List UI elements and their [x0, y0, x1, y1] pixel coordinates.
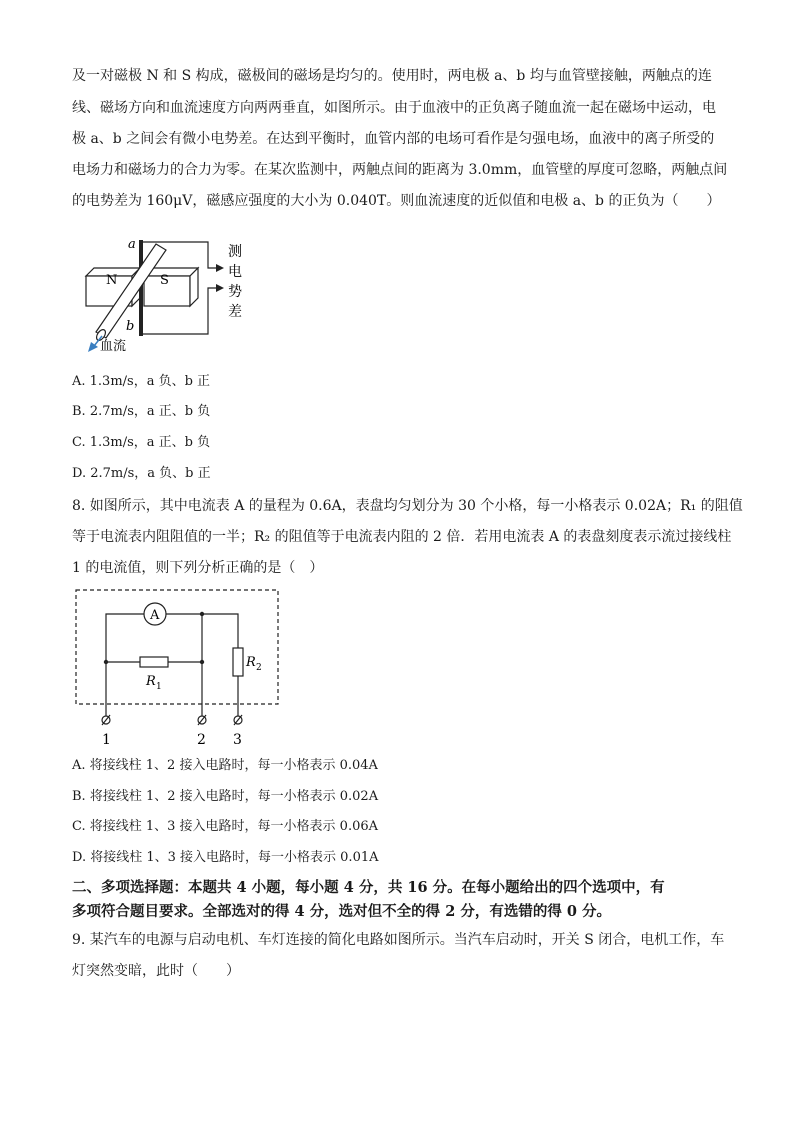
label-measure-2: 电 [228, 264, 242, 280]
label-b: b [126, 319, 135, 334]
q7-text-line-3: 极 a、b 之间会有微小电势差。在达到平衡时，血管内部的电场可看作是匀强电场，血液中的离子所受的 [72, 131, 715, 147]
label-s: S [160, 273, 169, 288]
q7-option-b: B. 2.7m/s，a 正、b 负 [72, 404, 211, 419]
q7-text-line-1: 及一对磁极 N 和 S 构成，磁极间的磁场是均匀的。使用时，两电极 a、b 均与血管壁接触，两触点的连 [72, 68, 712, 84]
q7-option-a: A. 1.3m/s，a 负、b 正 [72, 374, 211, 389]
q8-option-a: A. 将接线柱 1、2 接入电路时，每一小格表示 0.04A [72, 758, 378, 773]
r1-subscript: 1 [156, 682, 162, 692]
q9-text-line-2: 灯突然变暗，此时（ ） [72, 963, 240, 979]
terminal-2-label: 2 [197, 732, 206, 748]
q7-text-line-5: 的电势差为 160μV，磁感应强度的大小为 0.040T。则血流速度的近似值和电极 a、b 的正负为（ ） [72, 193, 721, 209]
r1-label: R [146, 674, 156, 689]
blood-flow-meter-figure [76, 232, 266, 356]
section-2-heading-line-1: 二、多项选择题：本题共 4 小题，每小题 4 分，共 16 分。在每小题给出的四个选项中，有 [72, 879, 665, 896]
resistor-r2 [233, 648, 243, 676]
label-n: N [106, 273, 118, 288]
terminal-1-label: 1 [102, 732, 111, 748]
resistor-r1 [140, 657, 168, 667]
r2-label: R [246, 655, 256, 670]
q7-text-line-4: 电场力和磁场力的合力为零。在某次监测中，两触点间的距离为 3.0mm，血管壁的厚度可忽略，两触点间 [72, 162, 728, 178]
ammeter-label: A [150, 608, 160, 623]
junction-dot [200, 612, 204, 616]
q8-text-line-3: 1 的电流值，则下列分析正确的是（ ） [72, 560, 324, 576]
q8-option-d: D. 将接线柱 1、3 接入电路时，每一小格表示 0.01A [72, 850, 379, 865]
q8-text-line-2: 等于电流表内阻阻值的一半；R₂ 的阻值等于电流表内阻的 2 倍．若用电流表 A 的表盘刻度表示流过接线柱 [72, 529, 732, 545]
terminal-3-label: 3 [233, 732, 242, 748]
q9-text-line-1: 9. 某汽车的电源与启动电机、车灯连接的简化电路如图所示。当汽车启动时，开关 S 闭合，电机工作，车 [72, 932, 725, 948]
q7-option-d: D. 2.7m/s，a 负、b 正 [72, 466, 211, 481]
label-measure-4: 差 [228, 304, 242, 320]
q8-option-b: B. 将接线柱 1、2 接入电路时，每一小格表示 0.02A [72, 789, 379, 804]
q8-text-line-1: 8. 如图所示，其中电流表 A 的量程为 0.6A，表盘均匀划分为 30 个小格，每一小格表示 0.02A；R₁ 的阻值 [72, 498, 743, 514]
label-a: a [128, 237, 136, 252]
section-2-heading-line-2: 多项符合题目要求。全部选对的得 4 分，选对但不全的得 2 分，有选错的得 0 分。 [72, 903, 612, 920]
magnet-s-block [144, 268, 198, 306]
q7-text-line-2: 线、磁场方向和血流速度方向两两垂直，如图所示。由于血液中的正负离子随血流一起在磁场中运动，电 [72, 100, 716, 116]
arrow-head-bottom [216, 284, 224, 292]
junction-dot [200, 660, 204, 664]
label-blood-flow: 血流 [100, 339, 127, 354]
arrow-head-top [216, 264, 224, 272]
ammeter-circuit-figure [72, 586, 284, 750]
label-measure-3: 势 [228, 284, 242, 300]
r2-subscript: 2 [256, 663, 262, 673]
junction-dot [104, 660, 108, 664]
q7-option-c: C. 1.3m/s，a 正、b 负 [72, 435, 211, 450]
q8-option-c: C. 将接线柱 1、3 接入电路时，每一小格表示 0.06A [72, 819, 379, 834]
label-measure-1: 测 [228, 244, 242, 260]
